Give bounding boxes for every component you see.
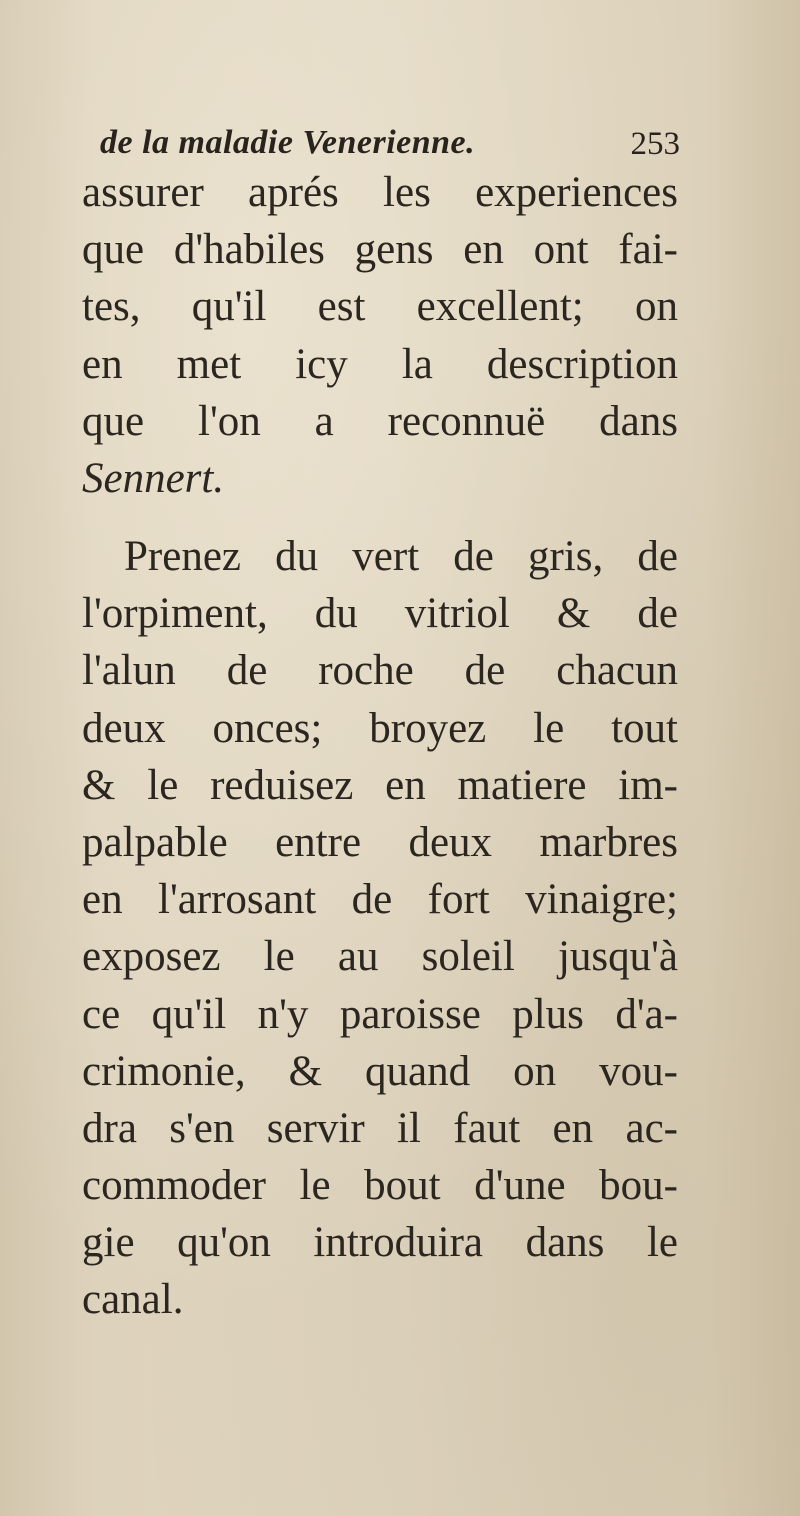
text-line: deux onces; broyez le tout bbox=[82, 704, 678, 752]
text-line: commoder le bout d'une bou- bbox=[82, 1162, 678, 1210]
paragraph-1 bbox=[82, 164, 678, 507]
text-line: exposez le au soleil jusqu'à bbox=[82, 933, 678, 981]
text-line: ce qu'il n'y paroisse plus d'a- bbox=[82, 990, 678, 1038]
text-line: canal. bbox=[82, 1276, 184, 1324]
text-line: crimonie, & quand on vou- bbox=[82, 1047, 678, 1095]
text-line: Sennert. bbox=[82, 454, 225, 502]
text-line: que d'habiles gens en ont fai- bbox=[82, 226, 678, 274]
text-line: l'alun de roche de chacun bbox=[82, 647, 678, 695]
text-line: & le reduisez en matiere im- bbox=[82, 761, 678, 809]
running-title: de la maladie Venerienne. bbox=[100, 124, 476, 161]
paragraph-2 bbox=[82, 528, 678, 1329]
text-line: gie qu'on introduira dans le bbox=[82, 1219, 678, 1267]
text-line: assurer aprés les experiences bbox=[82, 169, 678, 216]
text-line: dra s'en servir il faut en ac- bbox=[82, 1104, 678, 1152]
text-line: tes, qu'il est excellent; on bbox=[82, 283, 678, 331]
text-line: palpable entre deux marbres bbox=[82, 818, 678, 866]
text-line: en met icy la description bbox=[82, 340, 678, 388]
text-line: l'orpiment, du vitriol & de bbox=[82, 590, 678, 638]
text-line: en l'arrosant de fort vinaigre; bbox=[82, 876, 678, 924]
text-line: Prenez du vert de gris, de bbox=[124, 533, 678, 580]
text-line: que l'on a reconnuë dans bbox=[82, 397, 678, 445]
page-number: 253 bbox=[630, 126, 680, 162]
